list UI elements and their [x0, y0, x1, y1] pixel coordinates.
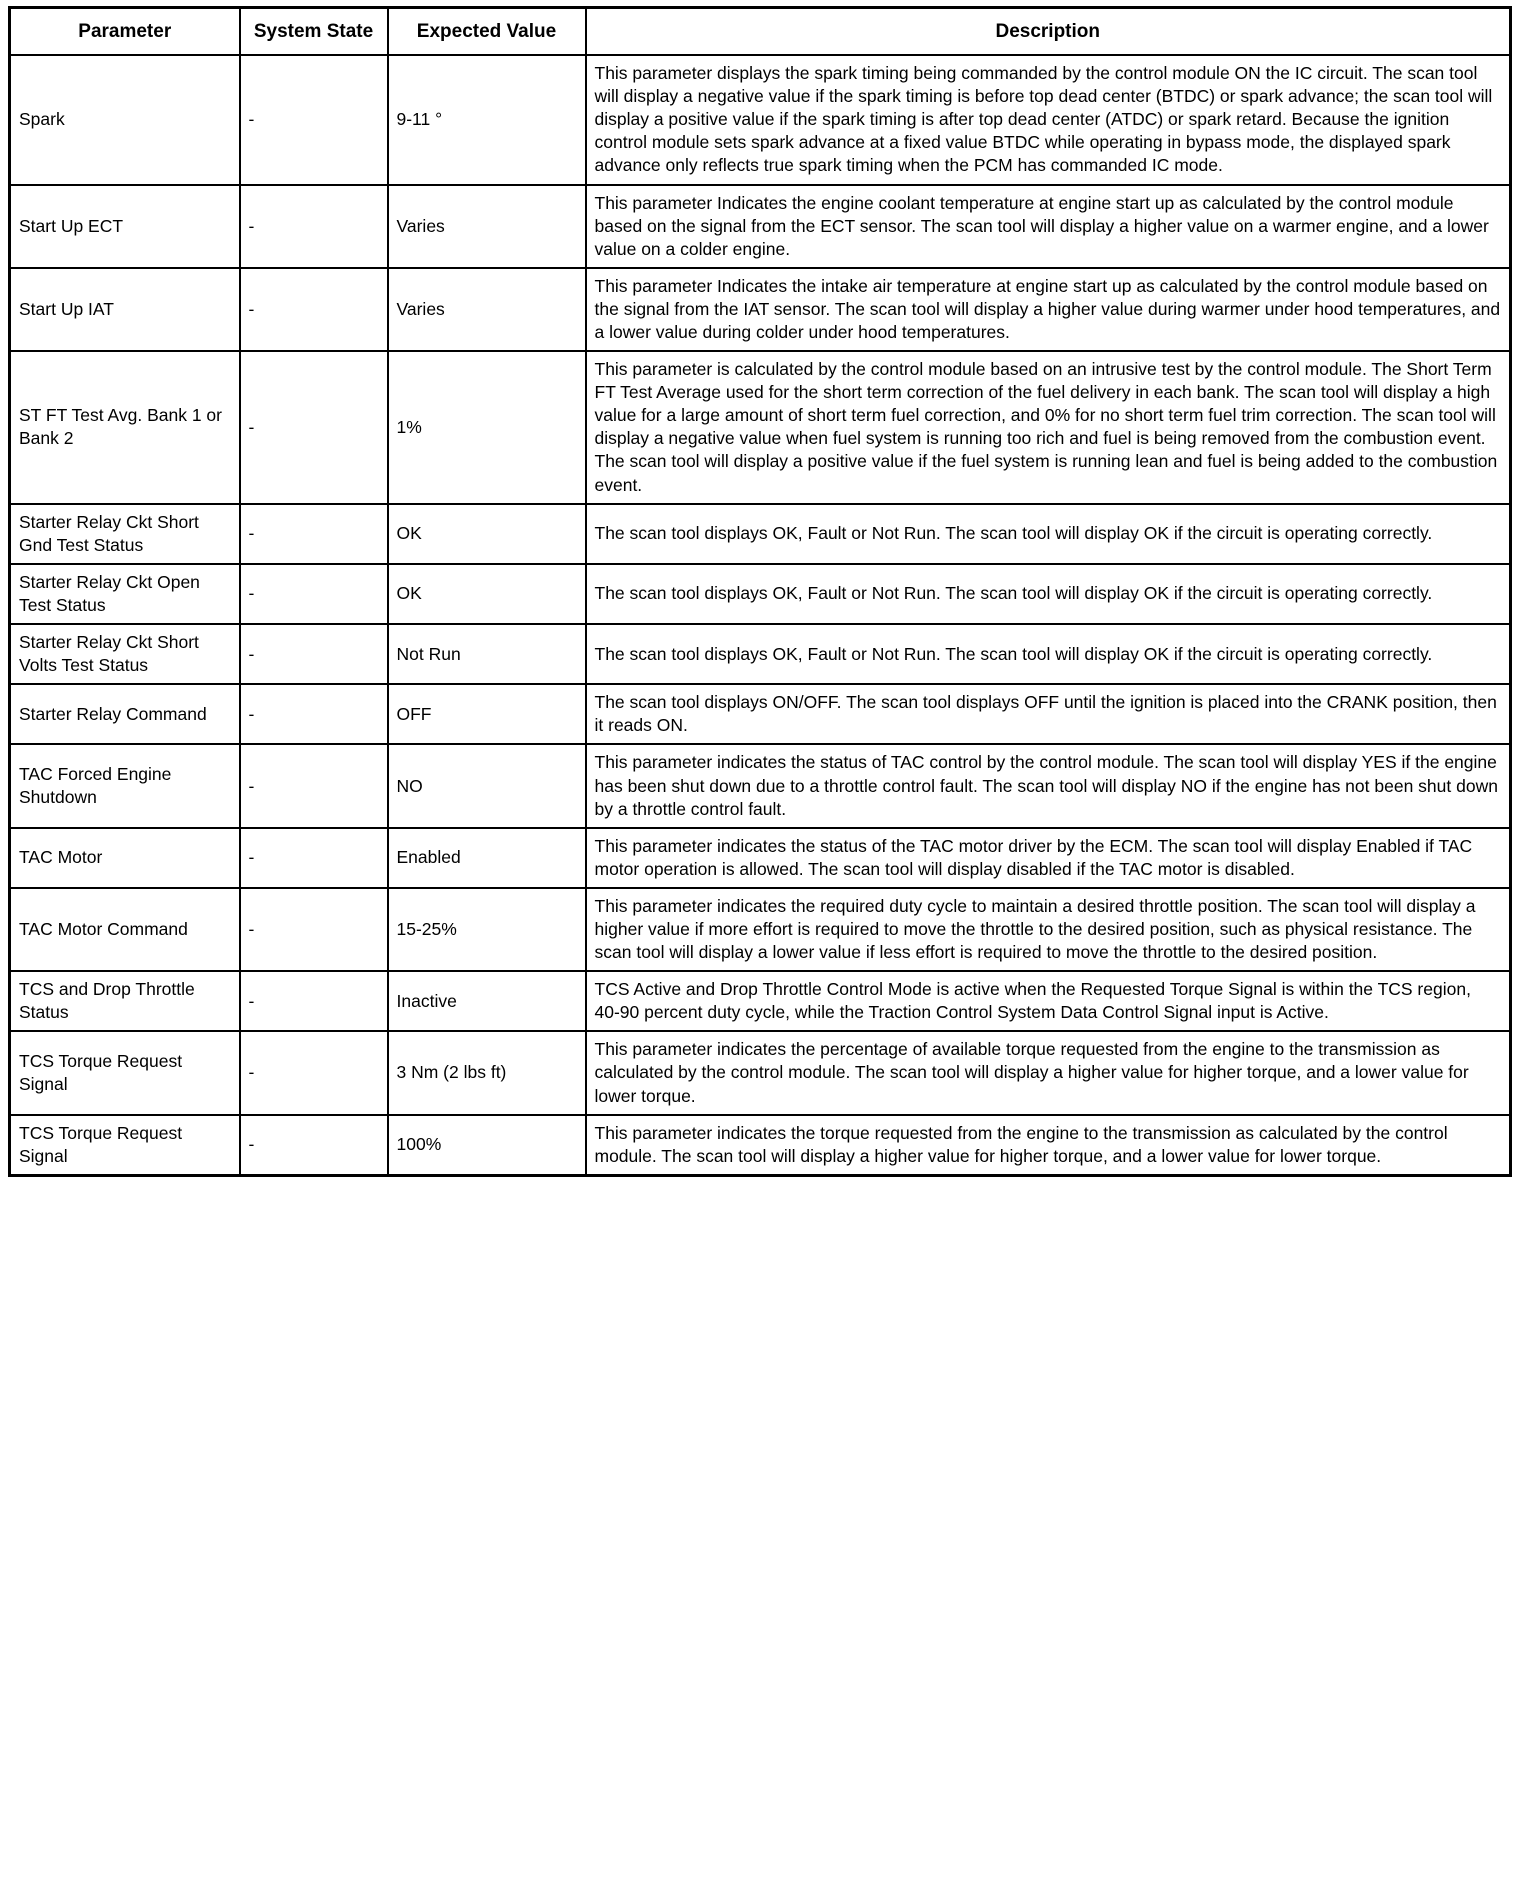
cell-system-state: -: [240, 684, 388, 744]
table-row: [10, 55, 1511, 184]
cell-description: This parameter indicates the torque requested from the engine to the transmission as calculated by the control module. The scan tool will display a higher value for higher torque, and a lower value for lower torque.: [586, 1115, 1511, 1176]
cell-parameter: ST FT Test Avg. Bank 1 or Bank 2: [10, 351, 240, 504]
table-row: [10, 828, 1511, 888]
table-row: [10, 744, 1511, 827]
cell-parameter: Start Up IAT: [10, 268, 240, 351]
table-row: [10, 624, 1511, 684]
cell-system-state: -: [240, 268, 388, 351]
cell-parameter: TAC Motor: [10, 828, 240, 888]
column-header-description: Description: [586, 8, 1511, 56]
cell-expected-value: OK: [388, 564, 586, 624]
cell-description: This parameter Indicates the engine coolant temperature at engine start up as calculated by the control module based on the signal from the ECT sensor. The scan tool will display a higher value on a warmer engine, and a lower value on a colder engine.: [586, 185, 1511, 268]
cell-expected-value: Inactive: [388, 971, 586, 1031]
table-row: [10, 1031, 1511, 1114]
cell-parameter: TCS Torque Request Signal: [10, 1031, 240, 1114]
cell-system-state: -: [240, 351, 388, 504]
scan-tool-parameter-table: [8, 6, 1512, 1177]
table-header-row: [10, 8, 1511, 56]
cell-parameter: Starter Relay Command: [10, 684, 240, 744]
table-row: [10, 1115, 1511, 1176]
cell-expected-value: Not Run: [388, 624, 586, 684]
cell-description: The scan tool displays ON/OFF. The scan tool displays OFF until the ignition is placed into the CRANK position, then it reads ON.: [586, 684, 1511, 744]
column-header-system-state: System State: [240, 8, 388, 56]
cell-description: This parameter indicates the required duty cycle to maintain a desired throttle position. The scan tool will display a higher value if more effort is required to move the throttle to the desired position, such as physical resistance. The scan tool will display a lower value if less effort is required to move the throttle to the desired position.: [586, 888, 1511, 971]
cell-parameter: Starter Relay Ckt Short Volts Test Status: [10, 624, 240, 684]
cell-parameter: Starter Relay Ckt Open Test Status: [10, 564, 240, 624]
cell-parameter: TAC Motor Command: [10, 888, 240, 971]
cell-parameter: TAC Forced Engine Shutdown: [10, 744, 240, 827]
cell-expected-value: Varies: [388, 268, 586, 351]
cell-parameter: Starter Relay Ckt Short Gnd Test Status: [10, 504, 240, 564]
cell-expected-value: 9-11 °: [388, 55, 586, 184]
cell-expected-value: 1%: [388, 351, 586, 504]
cell-expected-value: 15-25%: [388, 888, 586, 971]
cell-parameter: TCS and Drop Throttle Status: [10, 971, 240, 1031]
table-row: [10, 684, 1511, 744]
table-row: [10, 268, 1511, 351]
cell-system-state: -: [240, 828, 388, 888]
cell-description: This parameter displays the spark timing being commanded by the control module ON the IC circuit. The scan tool will display a negative value if the spark timing is before top dead center (BTDC) or spark advance; the scan tool will display a positive value if the spark timing is after top dead center (ATDC) or spark retard. Because the ignition control module sets spark advance at a fixed value BTDC while operating in bypass mode, the displayed spark advance only reflects true spark timing when the PCM has commanded IC mode.: [586, 55, 1511, 184]
cell-system-state: -: [240, 1115, 388, 1176]
table-row: [10, 971, 1511, 1031]
cell-system-state: -: [240, 888, 388, 971]
column-header-expected-value: Expected Value: [388, 8, 586, 56]
column-header-parameter: Parameter: [10, 8, 240, 56]
cell-description: This parameter indicates the status of the TAC motor driver by the ECM. The scan tool will display Enabled if TAC motor operation is allowed. The scan tool will display disabled if the TAC motor is disabled.: [586, 828, 1511, 888]
cell-system-state: -: [240, 504, 388, 564]
cell-system-state: -: [240, 55, 388, 184]
cell-description: This parameter is calculated by the control module based on an intrusive test by the control module. The Short Term FT Test Average used for the short term correction of the fuel delivery in each bank. The scan tool will display a high value for a large amount of short term fuel correction, and 0% for no short term fuel trim correction. The scan tool will display a negative value when fuel system is running too rich and fuel is being removed from the combustion event. The scan tool will display a positive value if the fuel system is running lean and fuel is being added to the combustion event.: [586, 351, 1511, 504]
cell-expected-value: NO: [388, 744, 586, 827]
cell-expected-value: OFF: [388, 684, 586, 744]
cell-parameter: Start Up ECT: [10, 185, 240, 268]
cell-description: The scan tool displays OK, Fault or Not Run. The scan tool will display OK if the circuit is operating correctly.: [586, 624, 1511, 684]
cell-description: The scan tool displays OK, Fault or Not Run. The scan tool will display OK if the circuit is operating correctly.: [586, 504, 1511, 564]
table-body: [10, 55, 1511, 1175]
cell-system-state: -: [240, 971, 388, 1031]
cell-parameter: Spark: [10, 55, 240, 184]
table-header: [10, 8, 1511, 56]
table-row: [10, 888, 1511, 971]
table-row: [10, 185, 1511, 268]
cell-expected-value: Varies: [388, 185, 586, 268]
cell-expected-value: Enabled: [388, 828, 586, 888]
cell-system-state: -: [240, 1031, 388, 1114]
cell-expected-value: OK: [388, 504, 586, 564]
cell-system-state: -: [240, 744, 388, 827]
table-row: [10, 351, 1511, 504]
cell-system-state: -: [240, 564, 388, 624]
cell-description: This parameter indicates the status of TAC control by the control module. The scan tool will display YES if the engine has been shut down due to a throttle control fault. The scan tool will display NO if the engine has not been shut down by a throttle control fault.: [586, 744, 1511, 827]
cell-description: The scan tool displays OK, Fault or Not Run. The scan tool will display OK if the circuit is operating correctly.: [586, 564, 1511, 624]
table-row: [10, 504, 1511, 564]
cell-expected-value: 100%: [388, 1115, 586, 1176]
cell-expected-value: 3 Nm (2 lbs ft): [388, 1031, 586, 1114]
cell-system-state: -: [240, 185, 388, 268]
cell-description: TCS Active and Drop Throttle Control Mode is active when the Requested Torque Signal is within the TCS region, 40-90 percent duty cycle, while the Traction Control System Data Control Signal input is Active.: [586, 971, 1511, 1031]
cell-system-state: -: [240, 624, 388, 684]
table-row: [10, 564, 1511, 624]
cell-description: This parameter Indicates the intake air temperature at engine start up as calculated by the control module based on the signal from the IAT sensor. The scan tool will display a higher value during warmer under hood temperatures, and a lower value during colder under hood temperatures.: [586, 268, 1511, 351]
cell-parameter: TCS Torque Request Signal: [10, 1115, 240, 1176]
cell-description: This parameter indicates the percentage of available torque requested from the engine to the transmission as calculated by the control module. The scan tool will display a higher value for higher torque, and a lower value for lower torque.: [586, 1031, 1511, 1114]
